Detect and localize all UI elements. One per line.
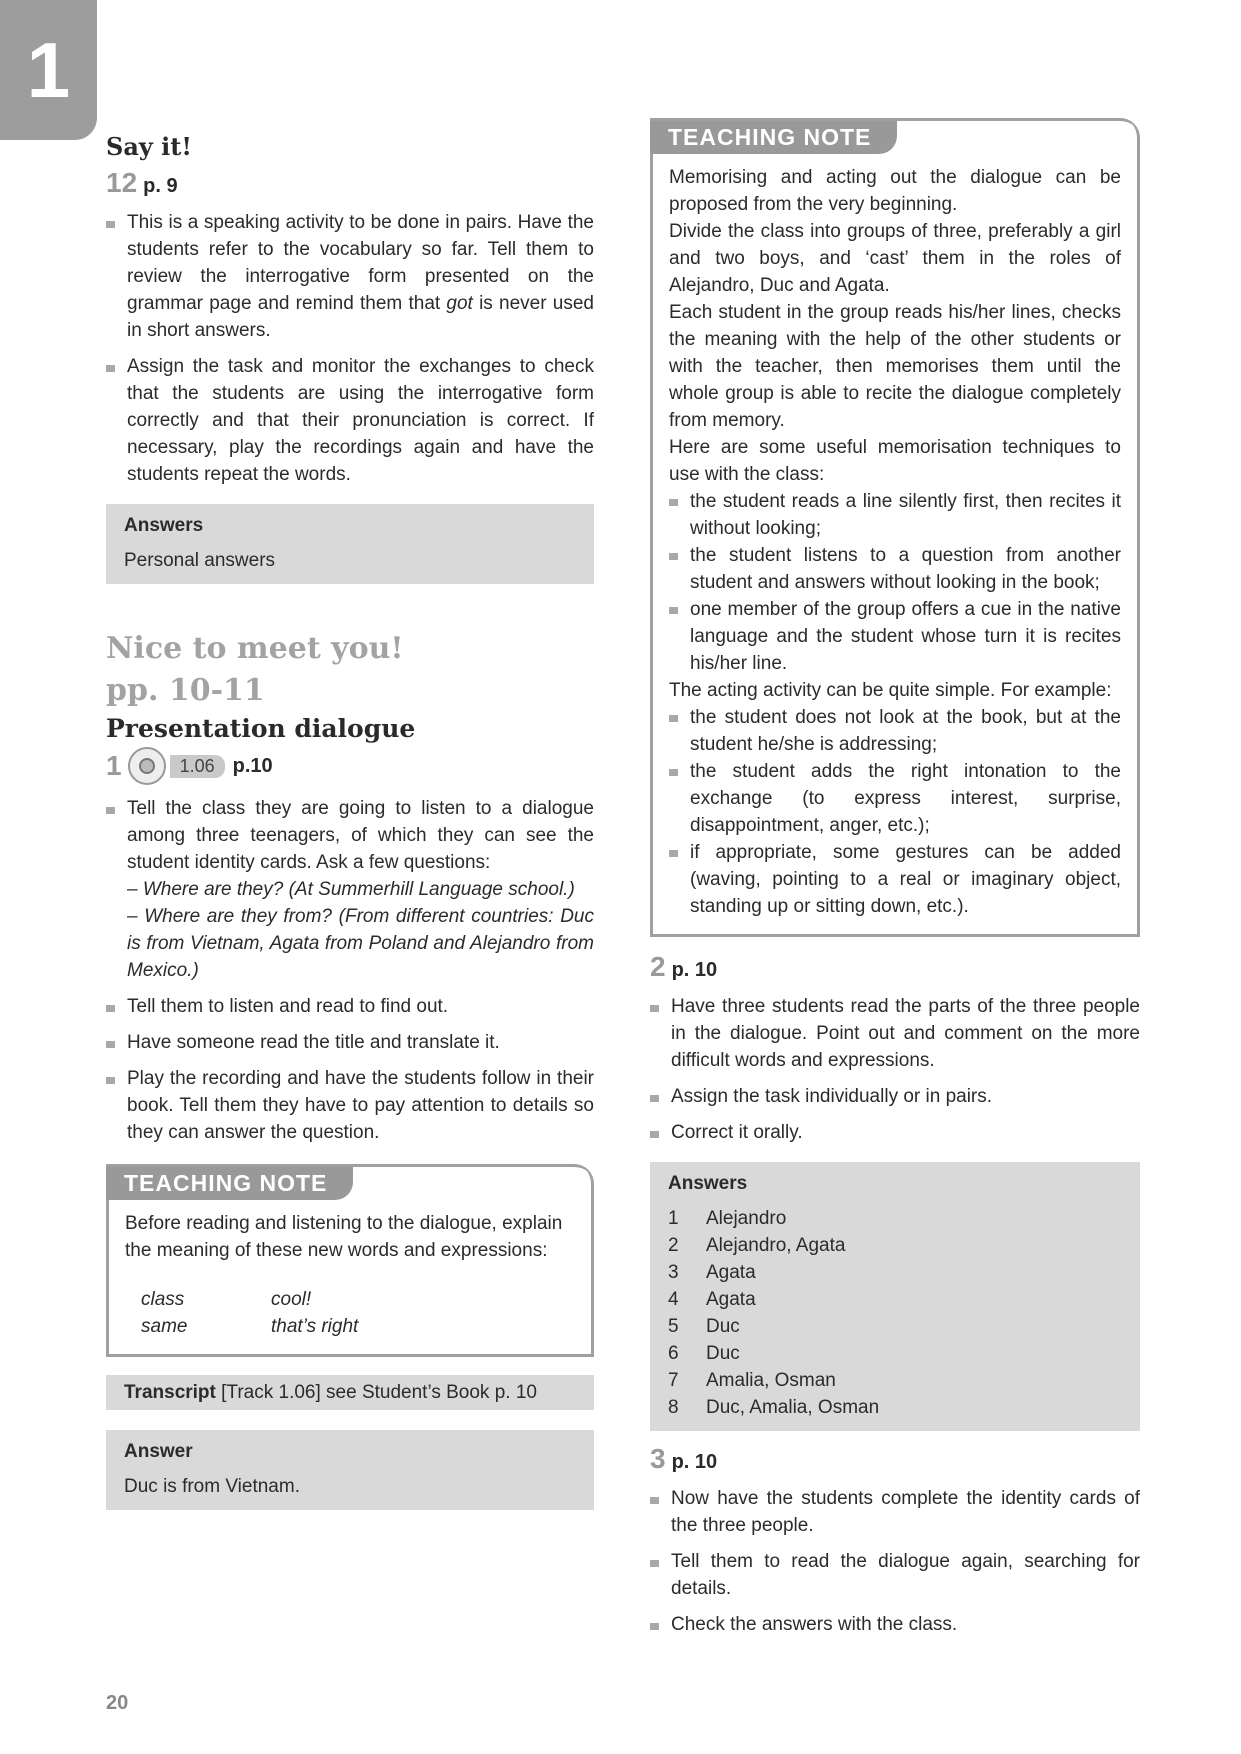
list-item: Assign the task individually or in pairs. bbox=[650, 1083, 1140, 1110]
answer-number: 7 bbox=[668, 1370, 679, 1391]
answer-number: 5 bbox=[668, 1316, 679, 1337]
activity-number: 3 bbox=[650, 1443, 666, 1474]
track-number: 1.06 bbox=[170, 755, 225, 778]
activity-1-header bbox=[106, 747, 594, 785]
activity-2-bullets bbox=[650, 993, 1140, 1146]
activity-12-header bbox=[106, 167, 594, 199]
page-number: 20 bbox=[106, 1692, 129, 1714]
answer-value: Alejandro bbox=[706, 1208, 787, 1229]
teaching-note-heading: TEACHING NOTE bbox=[106, 1167, 353, 1200]
activity-page: p. 10 bbox=[671, 1451, 718, 1473]
list-item: Check the answers with the class. bbox=[650, 1611, 1140, 1638]
answer-number: 3 bbox=[668, 1262, 679, 1283]
left-column bbox=[106, 132, 594, 1510]
answer-number: 2 bbox=[668, 1235, 679, 1256]
answer-value: Duc bbox=[706, 1343, 740, 1364]
transcript-label: Transcript bbox=[124, 1382, 216, 1403]
activity-2-answers-box bbox=[650, 1162, 1140, 1431]
cd-icon bbox=[128, 747, 166, 785]
list-item: Assign the task and monitor the exchanges to check that the students are using the interrogative form correctly and that their pronunciation is correct. If necessary, play the recordings again and have the students repeat the words. bbox=[106, 353, 594, 488]
transcript-box bbox=[106, 1375, 594, 1410]
teaching-note-heading: TEACHING NOTE bbox=[650, 121, 897, 154]
nice-to-meet-pages: pp. 10-11 bbox=[106, 673, 265, 708]
vocab-word: same bbox=[141, 1316, 188, 1337]
nice-to-meet-title: Nice to meet you! bbox=[106, 631, 404, 666]
answers-heading: Answers bbox=[124, 515, 204, 536]
answer-heading: Answer bbox=[124, 1441, 193, 1462]
activity-3-bullets bbox=[650, 1485, 1140, 1638]
teaching-note-small bbox=[106, 1164, 594, 1357]
list-item: one member of the group offers a cue in the native language and the student whose turn it is recites his/her line. bbox=[669, 596, 1121, 677]
note-paragraph: Here are some useful memorisation techniques to use with the class: bbox=[669, 437, 1121, 485]
answer-text: Duc is from Vietnam. bbox=[124, 1476, 300, 1497]
teaching-note-large bbox=[650, 118, 1140, 937]
list-item: the student does not look at the book, but at the student he/she is addressing; bbox=[669, 704, 1121, 758]
answer-value: Amalia, Osman bbox=[706, 1370, 836, 1391]
list-item: Now have the students complete the identity cards of the three people. bbox=[650, 1485, 1140, 1539]
list-item: Have someone read the title and translate it. bbox=[106, 1029, 594, 1056]
say-it-title: Say it! bbox=[106, 132, 192, 161]
list-item: This is a speaking activity to be done in pairs. Have the students refer to the vocabulary so far. Tell them to review the interrogative form presented on the grammar page and remind them that got is never used in short answers. bbox=[106, 209, 594, 344]
teaching-note-text: Before reading and listening to the dialogue, explain the meaning of these new words and expressions: bbox=[125, 1213, 563, 1261]
answer-number: 1 bbox=[668, 1208, 679, 1229]
memorisation-techniques bbox=[669, 488, 1121, 677]
unit-number-tab: 1 bbox=[0, 0, 97, 140]
activity-2-header bbox=[650, 951, 1140, 983]
acting-tips bbox=[669, 704, 1121, 920]
nice-to-meet-bullets bbox=[106, 795, 594, 1146]
list-item: the student adds the right intonation to the exchange (to express interest, surprise, disappointment, anger, etc.); bbox=[669, 758, 1121, 839]
note-paragraph: Divide the class into groups of three, preferably a girl and two boys, and ‘cast’ them in the roles of Alejandro, Duc and Agata. bbox=[669, 221, 1121, 296]
activity-page: p. 10 bbox=[671, 959, 718, 981]
list-item: the student listens to a question from another student and answers without looking in the book; bbox=[669, 542, 1121, 596]
vocab-word: cool! bbox=[271, 1289, 312, 1310]
answer-number: 8 bbox=[668, 1397, 679, 1418]
list-item: Tell them to read the dialogue again, searching for details. bbox=[650, 1548, 1140, 1602]
list-item: Correct it orally. bbox=[650, 1119, 1140, 1146]
answers-heading: Answers bbox=[668, 1173, 748, 1194]
answer-box bbox=[106, 1430, 594, 1510]
answer-value: Agata bbox=[706, 1262, 756, 1283]
answer-value: Duc, Amalia, Osman bbox=[706, 1397, 880, 1418]
activity-page: p.10 bbox=[232, 754, 273, 777]
presentation-dialogue-title: Presentation dialogue bbox=[106, 714, 416, 743]
vocab-word: that’s right bbox=[271, 1316, 359, 1337]
answers-box bbox=[106, 504, 594, 584]
list-item: Tell them to listen and read to find out. bbox=[106, 993, 594, 1020]
answer-value: Duc bbox=[706, 1316, 740, 1337]
activity-page: p. 9 bbox=[143, 175, 178, 197]
right-column bbox=[650, 118, 1140, 1647]
transcript-text: [Track 1.06] see Student’s Book p. 10 bbox=[215, 1382, 537, 1403]
vocab-word: class bbox=[141, 1289, 185, 1310]
answer-number: 6 bbox=[668, 1343, 679, 1364]
answer-value: Agata bbox=[706, 1289, 756, 1310]
answers-text: Personal answers bbox=[124, 550, 276, 571]
list-item: Have three students read the parts of the three people in the dialogue. Point out and comment on the more difficult words and expressions. bbox=[650, 993, 1140, 1074]
list-item: if appropriate, some gestures can be added (waving, pointing to a real or imaginary object, standing up or sitting down, etc.). bbox=[669, 839, 1121, 920]
activity-number: 1 bbox=[106, 750, 122, 781]
activity-number: 2 bbox=[650, 951, 666, 982]
activity-number: 12 bbox=[106, 167, 138, 198]
note-paragraph: Each student in the group reads his/her lines, checks the meaning with the help of the other students or with the teacher, then memorises them until the whole group is able to recite the dialogue completely from memory. bbox=[669, 302, 1121, 431]
list-item: the student reads a line silently first, then recites it without looking; bbox=[669, 488, 1121, 542]
note-paragraph: Memorising and acting out the dialogue can be proposed from the very beginning. bbox=[669, 167, 1121, 215]
list-item: Play the recording and have the students follow in their book. Tell them they have to pay attention to details so they can answer the question. bbox=[106, 1065, 594, 1146]
note-paragraph: The acting activity can be quite simple. For example: bbox=[669, 680, 1112, 701]
answer-number: 4 bbox=[668, 1289, 679, 1310]
say-it-bullets bbox=[106, 209, 594, 488]
answer-value: Alejandro, Agata bbox=[706, 1235, 846, 1256]
list-item: Tell the class they are going to listen to a dialogue among three teenagers, of which they can see the student identity cards. Ask a few questions: – Where are they? (At Summerhill Language school.) – Where are they from? (From different countries: Duc is from Vietnam, Agata from Poland and Alejandro from Mexico.) bbox=[106, 795, 594, 984]
activity-3-header bbox=[650, 1443, 1140, 1475]
vocabulary-words bbox=[125, 1286, 575, 1340]
answers-list bbox=[668, 1205, 1122, 1421]
